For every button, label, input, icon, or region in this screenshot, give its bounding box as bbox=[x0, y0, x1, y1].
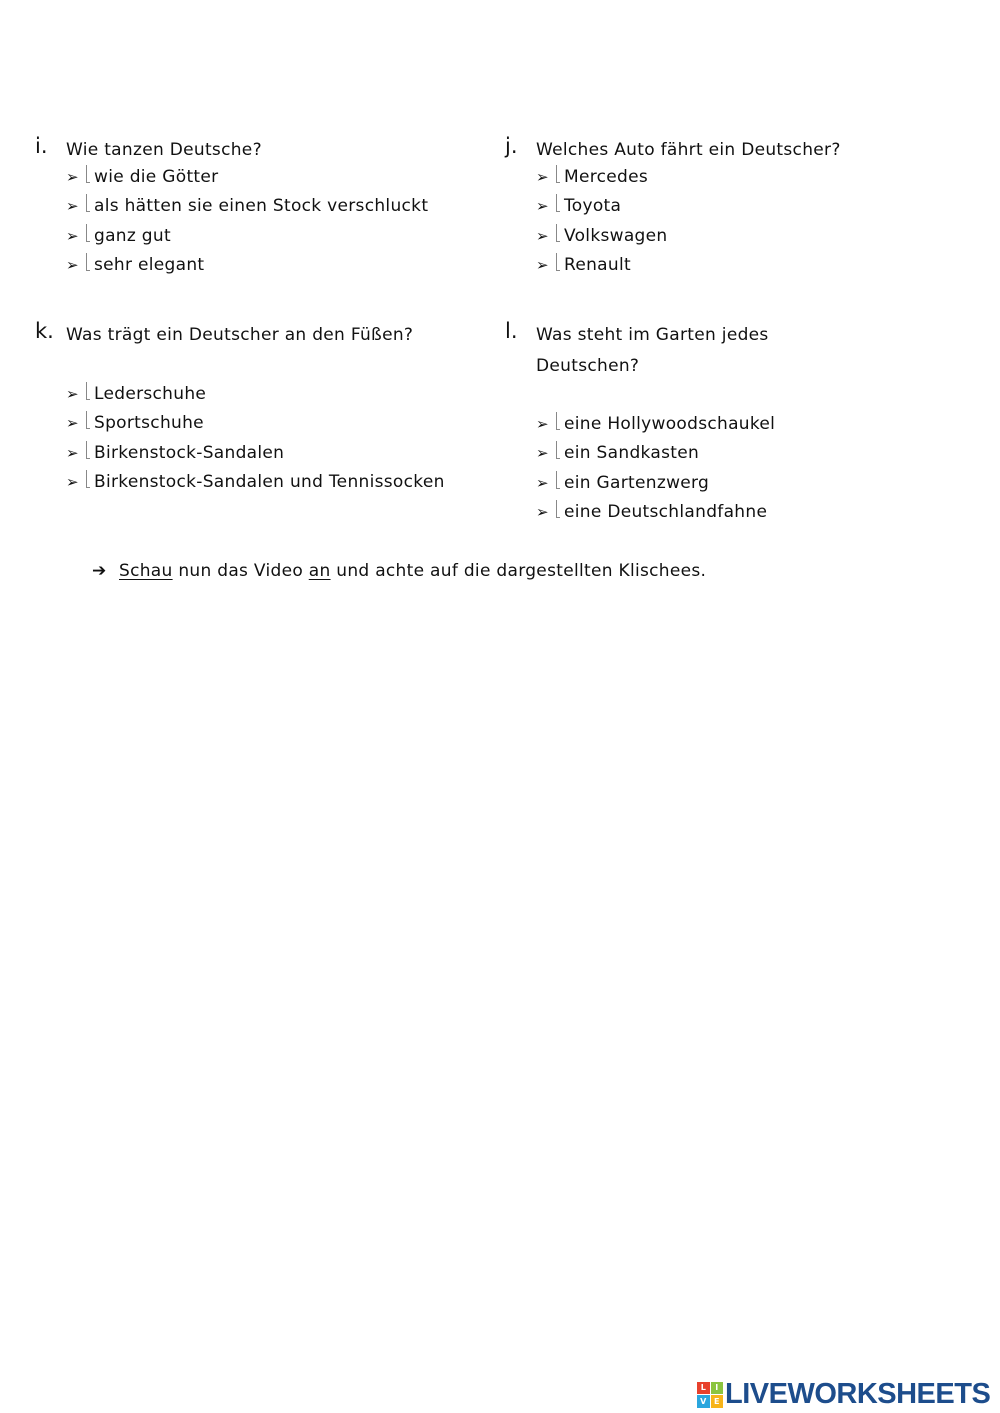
liveworksheets-logo-icon bbox=[697, 1382, 723, 1408]
logo-mark-letter: E bbox=[711, 1395, 724, 1408]
option-item[interactable] bbox=[536, 162, 667, 192]
instruction-line bbox=[92, 561, 706, 581]
arrow-bullet-icon: ➢ bbox=[66, 443, 79, 462]
question-text: Wie tanzen Deutsche? bbox=[66, 140, 262, 160]
answer-checkbox[interactable] bbox=[556, 441, 560, 459]
arrow-bullet-icon: ➢ bbox=[66, 414, 79, 433]
answer-checkbox[interactable] bbox=[86, 253, 90, 271]
question-text: Was trägt ein Deutscher an den Füßen? bbox=[66, 325, 414, 345]
instruction-word-schau: Schau bbox=[119, 561, 173, 581]
arrow-bullet-icon: ➢ bbox=[536, 503, 549, 522]
question-text: Welches Auto fährt ein Deutscher? bbox=[536, 140, 841, 160]
answer-checkbox[interactable] bbox=[86, 224, 90, 242]
answer-checkbox[interactable] bbox=[86, 382, 90, 400]
option-list bbox=[66, 162, 428, 280]
arrow-bullet-icon: ➢ bbox=[66, 197, 79, 216]
option-list bbox=[66, 379, 445, 497]
question-text-line2: Deutschen? bbox=[536, 356, 640, 376]
option-label: sehr elegant bbox=[94, 255, 205, 276]
right-arrow-icon: ➔ bbox=[92, 561, 107, 581]
option-label: ein Gartenzwerg bbox=[564, 472, 710, 493]
option-item[interactable] bbox=[66, 409, 445, 439]
option-label: ein Sandkasten bbox=[564, 443, 700, 464]
question-number: j. bbox=[505, 134, 518, 158]
option-label: Birkenstock-Sandalen und Tennissocken bbox=[94, 472, 445, 493]
option-label: ganz gut bbox=[94, 225, 171, 246]
instruction-end: und achte auf die dargestellten Klischees. bbox=[330, 561, 707, 581]
arrow-bullet-icon: ➢ bbox=[66, 473, 79, 492]
arrow-bullet-icon: ➢ bbox=[536, 444, 549, 463]
arrow-bullet-icon: ➢ bbox=[66, 167, 79, 186]
option-label: Toyota bbox=[564, 196, 622, 217]
option-item[interactable] bbox=[536, 439, 775, 469]
option-label: Volkswagen bbox=[564, 225, 668, 246]
question-number: l. bbox=[505, 319, 518, 343]
arrow-bullet-icon: ➢ bbox=[66, 256, 79, 275]
option-item[interactable] bbox=[66, 251, 428, 281]
answer-checkbox[interactable] bbox=[86, 470, 90, 488]
option-item[interactable] bbox=[66, 468, 445, 498]
option-item[interactable] bbox=[536, 251, 667, 281]
answer-checkbox[interactable] bbox=[556, 165, 560, 183]
option-list bbox=[536, 409, 775, 527]
arrow-bullet-icon: ➢ bbox=[536, 226, 549, 245]
option-label: wie die Götter bbox=[94, 166, 219, 187]
option-item[interactable] bbox=[66, 162, 428, 192]
option-label: Mercedes bbox=[564, 166, 649, 187]
liveworksheets-logo bbox=[697, 1378, 990, 1411]
option-item[interactable] bbox=[536, 192, 667, 222]
arrow-bullet-icon: ➢ bbox=[66, 226, 79, 245]
option-item[interactable] bbox=[536, 468, 775, 498]
answer-checkbox[interactable] bbox=[556, 194, 560, 212]
option-label: Sportschuhe bbox=[94, 413, 204, 434]
instruction-middle: nun das Video bbox=[172, 561, 309, 581]
arrow-bullet-icon: ➢ bbox=[536, 414, 549, 433]
logo-mark-letter: L bbox=[697, 1382, 710, 1395]
option-item[interactable] bbox=[66, 192, 428, 222]
question-text-line1: Was steht im Garten jedes bbox=[536, 325, 769, 345]
answer-checkbox[interactable] bbox=[556, 471, 560, 489]
option-label: Renault bbox=[564, 255, 631, 276]
answer-checkbox[interactable] bbox=[86, 441, 90, 459]
logo-mark-letter: V bbox=[697, 1395, 710, 1408]
option-item[interactable] bbox=[66, 438, 445, 468]
option-label: eine Deutschlandfahne bbox=[564, 502, 768, 523]
option-item[interactable] bbox=[536, 409, 775, 439]
option-label: eine Hollywoodschaukel bbox=[564, 413, 776, 434]
arrow-bullet-icon: ➢ bbox=[536, 256, 549, 275]
option-item[interactable] bbox=[66, 379, 445, 409]
option-list bbox=[536, 162, 667, 280]
option-item[interactable] bbox=[536, 221, 667, 251]
option-item[interactable] bbox=[536, 498, 775, 528]
option-label: Lederschuhe bbox=[94, 383, 207, 404]
answer-checkbox[interactable] bbox=[86, 165, 90, 183]
option-item[interactable] bbox=[66, 221, 428, 251]
arrow-bullet-icon: ➢ bbox=[536, 473, 549, 492]
answer-checkbox[interactable] bbox=[556, 500, 560, 518]
answer-checkbox[interactable] bbox=[86, 411, 90, 429]
answer-checkbox[interactable] bbox=[556, 224, 560, 242]
question-number: i. bbox=[35, 134, 48, 158]
answer-checkbox[interactable] bbox=[556, 253, 560, 271]
arrow-bullet-icon: ➢ bbox=[66, 384, 79, 403]
arrow-bullet-icon: ➢ bbox=[536, 167, 549, 186]
logo-mark-letter: I bbox=[711, 1382, 724, 1395]
answer-checkbox[interactable] bbox=[556, 412, 560, 430]
question-number: k. bbox=[35, 319, 54, 343]
instruction-word-an: an bbox=[308, 561, 331, 581]
arrow-bullet-icon: ➢ bbox=[536, 197, 549, 216]
option-label: Birkenstock-Sandalen bbox=[94, 442, 285, 463]
option-label: als hätten sie einen Stock verschluckt bbox=[94, 196, 429, 217]
logo-text: LIVEWORKSHEETS bbox=[725, 1378, 991, 1410]
answer-checkbox[interactable] bbox=[86, 194, 90, 212]
